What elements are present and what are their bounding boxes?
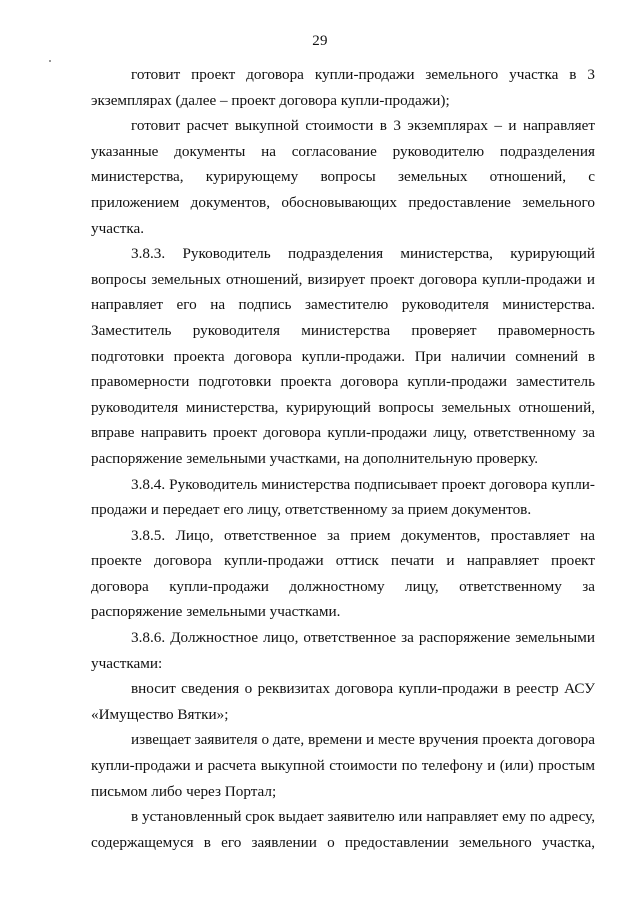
paragraph-3-8-5: 3.8.5. Лицо, ответственное за прием документов, проставляет на проекте договора купли-продажи оттиск печати и направляет проект договора купли-продажи должностному лицу, ответственному за распоряжение земельными участками. <box>91 526 595 621</box>
paragraph-prepare-calculation: готовит расчет выкупной стоимости в 3 экземплярах – и направляет указанные документы на согласование руководителю подразделения министерства, курирующему вопросы земельных отношений, с приложением документов, обосновывающих предоставление земельного участка. <box>91 117 595 237</box>
paragraph-register-entry: вносит сведения о реквизитах договора купли-продажи в реестр АСУ «Имущество Вятки»; <box>91 680 595 723</box>
paragraph-notify-applicant: извещает заявителя о дате, времени и месте вручения проекта договора купли-продажи и расчета выкупной стоимости по телефону и (или) простым письмом либо через Портал; <box>91 731 595 800</box>
scan-speck <box>49 60 51 62</box>
paragraph-prepare-contract: готовит проект договора купли-продажи земельного участка в 3 экземплярах (далее – проект договора купли-продажи); <box>91 66 595 109</box>
paragraph-3-8-4: 3.8.4. Руководитель министерства подписывает проект договора купли-продажи и передает его лицу, ответственному за прием документов. <box>91 475 595 519</box>
page-number: 29 <box>312 33 328 49</box>
paragraph-issue-contract: в установленный срок выдает заявителю или направляет ему по адресу, содержащемуся в его заявлении о предоставлении земельного участка, <box>91 808 595 851</box>
paragraph-3-8-3: 3.8.3. Руководитель подразделения министерства, курирующий вопросы земельных отношений, визирует проект договора купли-продажи и направляет его на подпись заместителю руководителя министерства. Заместитель руководителя министерства проверяет правомерность подготовки проекта договора купли-продажи. При наличии сомнений в правомерности подготовки проекта договора купли-продажи заместитель руководителя министерства, курирующий вопросы земельных отношений, вправе направить проект договора купли-продажи лицу, ответственному за распоряжение земельными участками, на дополнительную проверку. <box>91 245 595 467</box>
paragraph-3-8-6: 3.8.6. Должностное лицо, ответственное за распоряжение земельными участками: <box>91 629 595 672</box>
document-body <box>91 62 595 855</box>
